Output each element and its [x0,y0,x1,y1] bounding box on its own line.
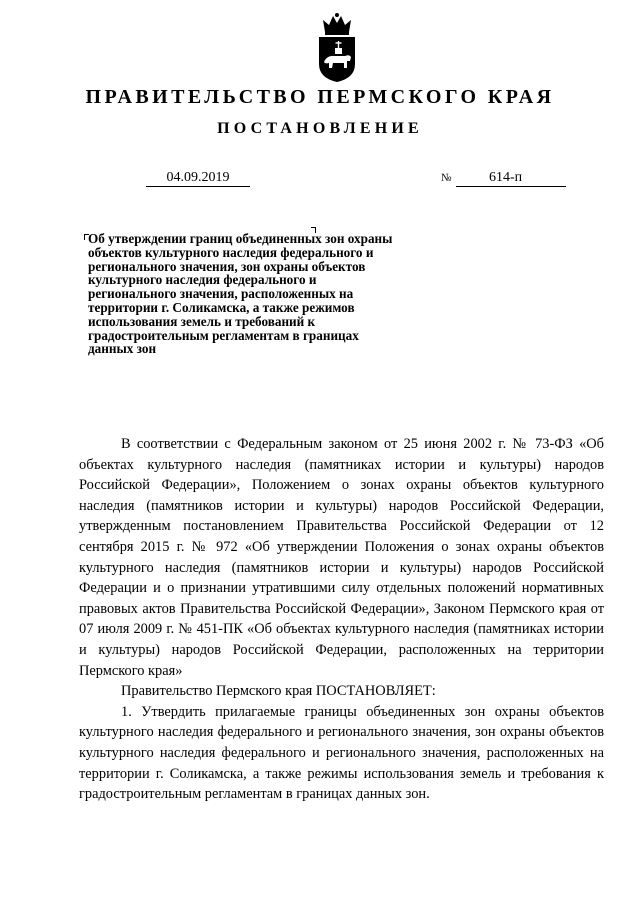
document-number-field [456,170,566,187]
document-body [79,434,604,805]
body-paragraph-item-1: 1. Утвердить прилагаемые границы объединенных зон охраны объектов культурного наследия федерального и регионального значения, зон охраны объектов культурного наследия федерального и регионального значения, расположенных на территории г. Соликамска, а также режимы использования земель и требования к градостроительным регламентам в границах данных зон. [79,703,604,803]
coat-of-arms-icon [315,12,359,84]
government-title: ПРАВИТЕЛЬСТВО ПЕРМСКОГО КРАЯ [85,86,555,108]
document-date: 04.09.2019 [146,170,250,187]
document-type-heading: ПОСТАНОВЛЕНИЕ [217,120,423,137]
document-number: 614-п [489,170,523,185]
number-sign: № [441,172,452,184]
document-subject: Об утверждении границ объединенных зон охраны объектов культурного наследия федерального и регионального значения, зон охраны объектов культурного наследия федерального и регионального значения, расположенных на территории г. Соликамска, а также режимов использования земель и требований к градостроительным регламентам в границах данных зон [88,231,393,357]
body-paragraph-resolution: Правительство Пермского края ПОСТАНОВЛЯЕТ: [121,683,436,700]
body-paragraph-preamble: В соответствии с Федеральным законом от 25 июня 2002 г. № 73-ФЗ «Об объектах культурного наследия (памятниках истории и культуры) народов Российской Федерации», Положением о зонах охраны объектов культурного наследия (памятников истории и культуры) народов Российской Федерации, утвержденным постановлением Правительства Российской Федерации от 12 сентября 2015 г. № 972 «Об утверждении Положения о зонах охраны объектов культурного наследия (памятников истории и культуры) народов Российской Федерации и о признании утратившими силу отдельных положений нормативных правовых актов Правительства Российской Федерации», Законом Пермского края от 07 июля 2009 г. № 451-ПК «Об объектах культурного наследия (памятниках истории и культуры) народов Российской Федерации, расположенных на территории Пермского края» [79,436,604,679]
